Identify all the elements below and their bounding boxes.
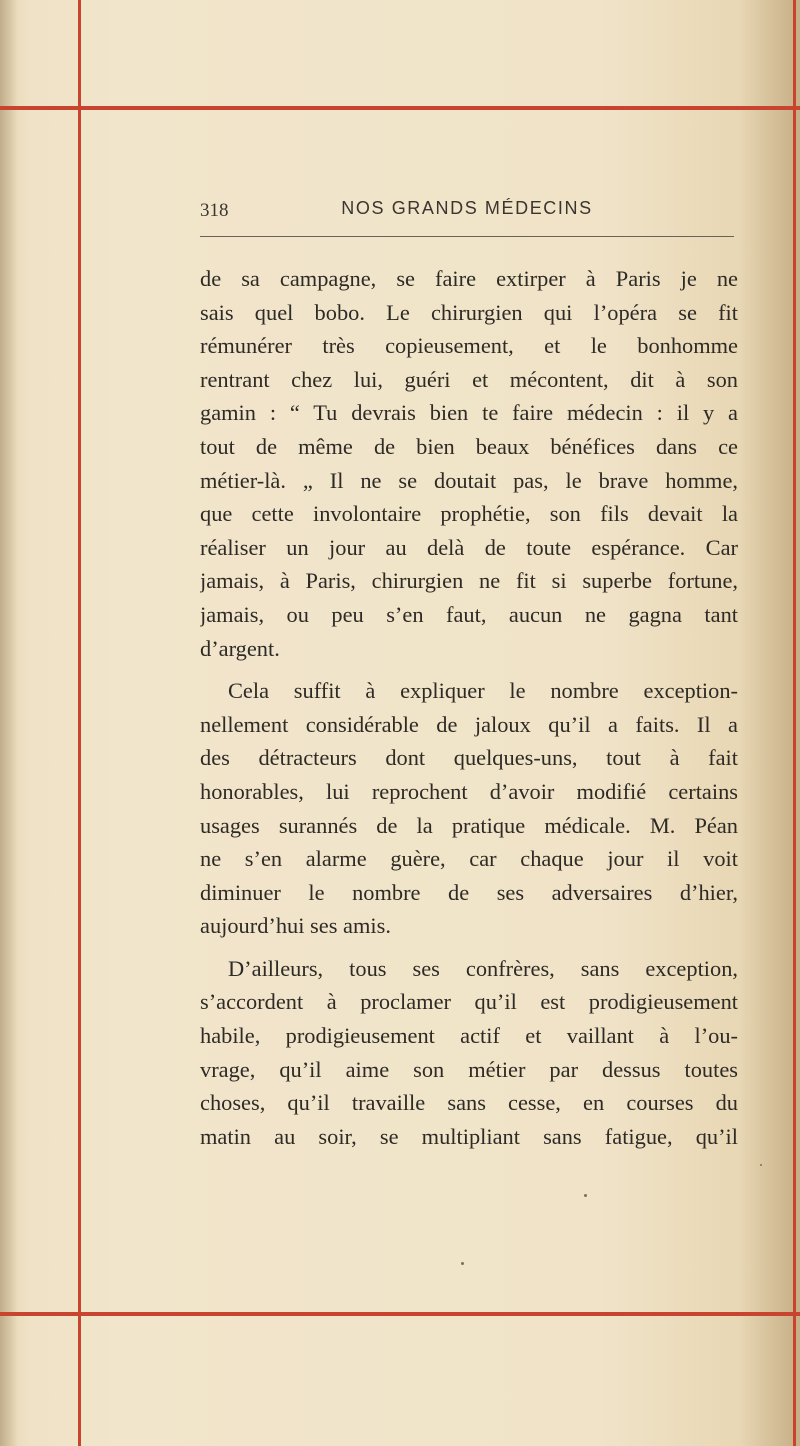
text-line: de sa campagne, se faire extirper à Paris je ne [200,266,738,291]
text-line: réaliser un jour au delà de toute espérance. Car [200,534,738,560]
text-line: des détracteurs dont quelques-uns, tout à fait [200,745,738,771]
text-line: jamais, ou peu s’en faut, aucun ne gagna tant [200,601,738,627]
text-line: sais quel bobo. Le chirurgien qui l’opéra se fit [200,299,738,325]
red-frame-right-rule [793,0,796,1446]
text-line: rentrant chez lui, guéri et mécontent, dit à son [200,366,738,392]
text-line: tout de même de bien beaux bénéfices dans ce [200,433,738,459]
text-line: que cette involontaire prophétie, son fils devait la [200,501,738,527]
text-line: D’ailleurs, tous ses confrères, sans exception, [228,955,738,981]
paper-speck [760,1164,762,1166]
running-header [200,196,734,226]
paragraph-2 [200,674,738,943]
paragraph-1 [200,262,738,665]
red-frame-top-rule [0,106,800,110]
body-text [200,262,738,1162]
page-edge-shadow [740,0,800,1446]
paper-speck [584,1194,587,1197]
text-line: aujourd’hui ses amis. [200,913,391,939]
text-line: s’accordent à proclamer qu’il est prodigieusement [200,989,738,1015]
text-line: jamais, à Paris, chirurgien ne fit si superbe fortune, [200,568,738,594]
red-frame-bottom-rule [0,1312,800,1316]
page-number: 318 [200,200,229,221]
red-frame-left-rule [78,0,81,1446]
text-line: honorables, lui reprochent d’avoir modifié certains [200,778,738,804]
text-line: vrage, qu’il aime son métier par dessus toutes [200,1056,738,1082]
header-rule [200,236,734,237]
text-line: d’argent. [200,635,280,661]
text-line: nellement considérable de jaloux qu’il a faits. Il a [200,711,738,737]
paragraph-3 [200,952,738,1154]
running-title: NOS GRANDS MÉDECINS [341,198,593,218]
text-line: gamin : “ Tu devrais bien te faire médecin : il y a [200,400,738,426]
text-line: choses, qu’il travaille sans cesse, en courses du [200,1090,738,1116]
text-line: rémunérer très copieusement, et le bonhomme [200,333,738,359]
text-line: Cela suffit à expliquer le nombre exception- [228,678,738,704]
text-line: usages surannés de la pratique médicale. M. Péan [200,812,738,838]
text-line: habile, prodigieusement actif et vaillant à l’ou- [200,1023,738,1049]
paper-speck [461,1262,464,1265]
text-line: ne s’en alarme guère, car chaque jour il voit [200,846,738,872]
text-line: diminuer le nombre de ses adversaires d’hier, [200,879,738,905]
text-line: matin au soir, se multipliant sans fatigue, qu’il [200,1123,738,1149]
text-line: métier-là. „ Il ne se doutait pas, le brave homme, [200,467,738,493]
binding-shadow [0,0,18,1446]
